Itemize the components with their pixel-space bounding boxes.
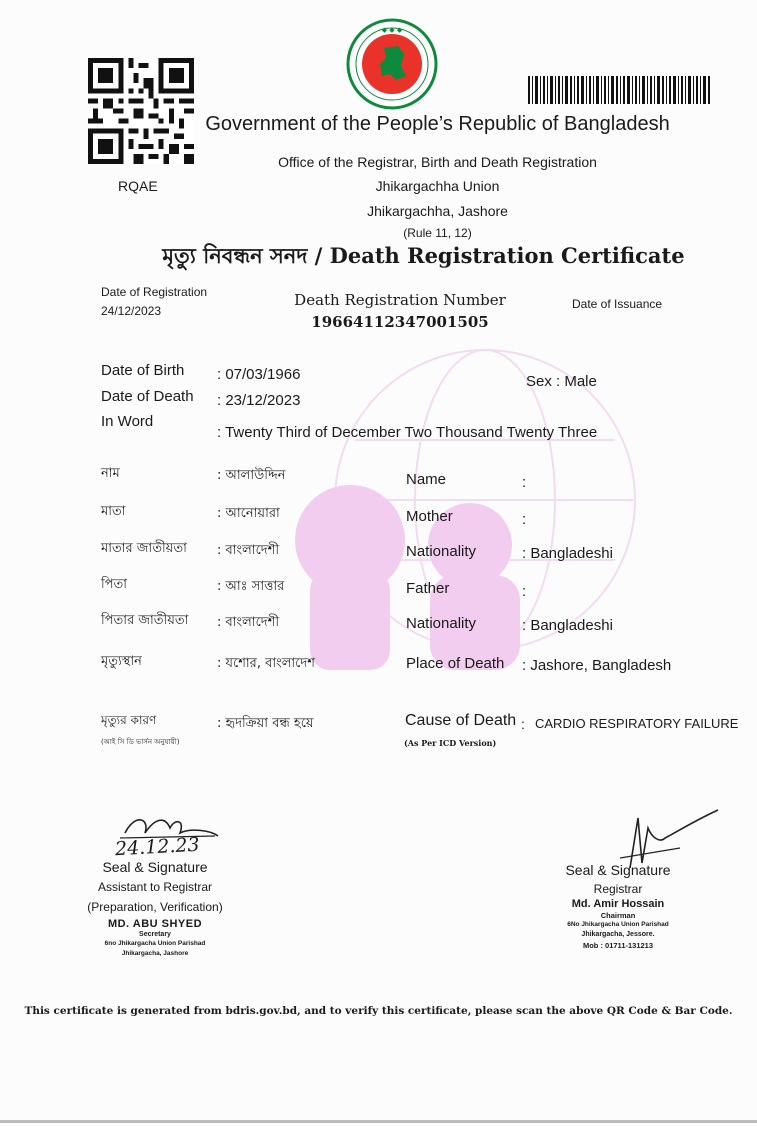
sex-value: Sex : Male <box>526 373 597 390</box>
date-of-registration-label: Date of Registration <box>101 285 208 299</box>
qr-code-icon <box>88 58 194 164</box>
dob-label: Date of Birth <box>101 362 185 379</box>
dob-value: : 07/03/1966 <box>217 366 301 383</box>
mother-label-en: Mother <box>406 508 453 525</box>
father-label-en: Father <box>406 580 450 597</box>
mother-nationality-label-en: Nationality <box>406 543 477 560</box>
name-label-bn: নাম <box>101 466 120 481</box>
right-title: Chairman <box>600 911 636 920</box>
father-nationality-label-en: Nationality <box>406 615 477 632</box>
right-org: 6No Jhikargacha Union Parishad <box>567 921 669 928</box>
office-name: Office of the Registrar, Birth and Death Registration <box>278 154 597 170</box>
left-role: Assistant to Registrar <box>97 880 213 894</box>
in-word-label: In Word <box>101 413 154 430</box>
office-location: Jhikargachha, Jashore <box>367 203 508 219</box>
right-role: Registrar <box>593 882 643 896</box>
registration-number: 19664112347001505 <box>311 313 489 331</box>
qr-code-label: RQAE <box>118 178 158 194</box>
cause-value-bn: : হৃদক্রিয়া বন্ধ হয়ে <box>217 716 314 731</box>
verification-footer: This certificate is generated from bdris.gov.bd, and to verify this certificate, please scan the above QR Code & Bar Code. <box>24 1005 733 1017</box>
watermark-globe-icon <box>270 330 700 690</box>
left-name: MD. ABU SHYED <box>107 918 203 930</box>
date-of-issuance-label: Date of Issuance <box>572 297 663 311</box>
date-of-registration-value: 24/12/2023 <box>101 304 162 318</box>
mother-nationality-label-bn: মাতার জাতীয়তা <box>101 541 187 556</box>
handwritten-date: 24.12.23 <box>114 833 201 861</box>
in-word-value: : Twenty Third of December Two Thousand Twenty Three <box>217 424 598 441</box>
left-role-detail: (Preparation, Verification) <box>87 900 223 914</box>
father-value-en: : <box>522 583 527 600</box>
place-of-death-value-bn: : যশোর, বাংলাদেশ <box>217 656 315 671</box>
cause-value-en: CARDIO RESPIRATORY FAILURE <box>535 716 739 731</box>
certificate-title <box>0 240 757 275</box>
left-title: Secretary <box>139 931 171 938</box>
father-nationality-label-bn: পিতার জাতীয়তা <box>101 613 189 628</box>
cause-label-bn: মৃত্যুর কারণ <box>101 713 157 727</box>
father-nationality-value-en: : Bangladeshi <box>522 617 613 634</box>
union-name: Jhikargachha Union <box>375 178 500 194</box>
name-value-en: : <box>522 474 527 491</box>
government-heading: Government of the People’s Republic of Bangladesh <box>205 113 670 135</box>
place-of-death-label-en: Place of Death <box>406 655 505 672</box>
mother-label-bn: মাতা <box>101 504 126 519</box>
barcode-icon <box>528 76 712 104</box>
certificate-title-en: / Death Registration Certificate <box>314 243 685 268</box>
right-seal-label: Seal & Signature <box>565 862 671 878</box>
cause-sub-bn: (আই সি ডি ভার্সন অনুযায়ী) <box>101 738 180 746</box>
place-of-death-value-en: : Jashore, Bangladesh <box>522 657 672 674</box>
name-value-bn: : আলাউদ্দিন <box>217 468 286 483</box>
left-seal-label: Seal & Signature <box>102 859 208 875</box>
father-value-bn: : আঃ সাত্তার <box>217 579 285 594</box>
left-place: Jhikargacha, Jashore <box>121 950 189 957</box>
place-of-death-label-bn: মৃত্যুস্থান <box>101 654 142 669</box>
right-name: Md. Amir Hossain <box>571 898 665 910</box>
father-nationality-value-bn: : বাংলাদেশী <box>217 615 280 630</box>
certificate-title-bn: মৃত্যু নিবন্ধন সনদ <box>162 244 308 268</box>
mother-value-en: : <box>522 511 527 528</box>
bottom-border <box>0 1120 757 1123</box>
registration-number-label: Death Registration Number <box>294 291 506 309</box>
cause-label-en: Cause of Death <box>405 712 517 729</box>
mother-value-bn: : আনোয়ারা <box>217 506 280 521</box>
right-place: Jhikargacha, Jessore. <box>581 931 655 938</box>
mother-nationality-value-bn: : বাংলাদেশী <box>217 543 280 558</box>
left-org: 6no Jhikargacha Union Parishad <box>104 940 206 947</box>
dod-value: : 23/12/2023 <box>217 392 301 409</box>
mother-nationality-value-en: : Bangladeshi <box>522 545 613 562</box>
government-emblem-icon <box>346 18 438 110</box>
cause-sub-en: (As Per ICD Version) <box>404 738 497 748</box>
rule-reference: (Rule 11, 12) <box>403 226 472 240</box>
right-mobile: Mob : 01711-131213 <box>582 941 654 950</box>
svg-text:◆ ◆ ◆: ◆ ◆ ◆ <box>381 26 403 34</box>
name-label-en: Name <box>406 471 447 488</box>
dod-label: Date of Death <box>101 388 194 405</box>
cause-colon-en: : <box>521 716 525 732</box>
father-label-bn: পিতা <box>101 577 128 592</box>
